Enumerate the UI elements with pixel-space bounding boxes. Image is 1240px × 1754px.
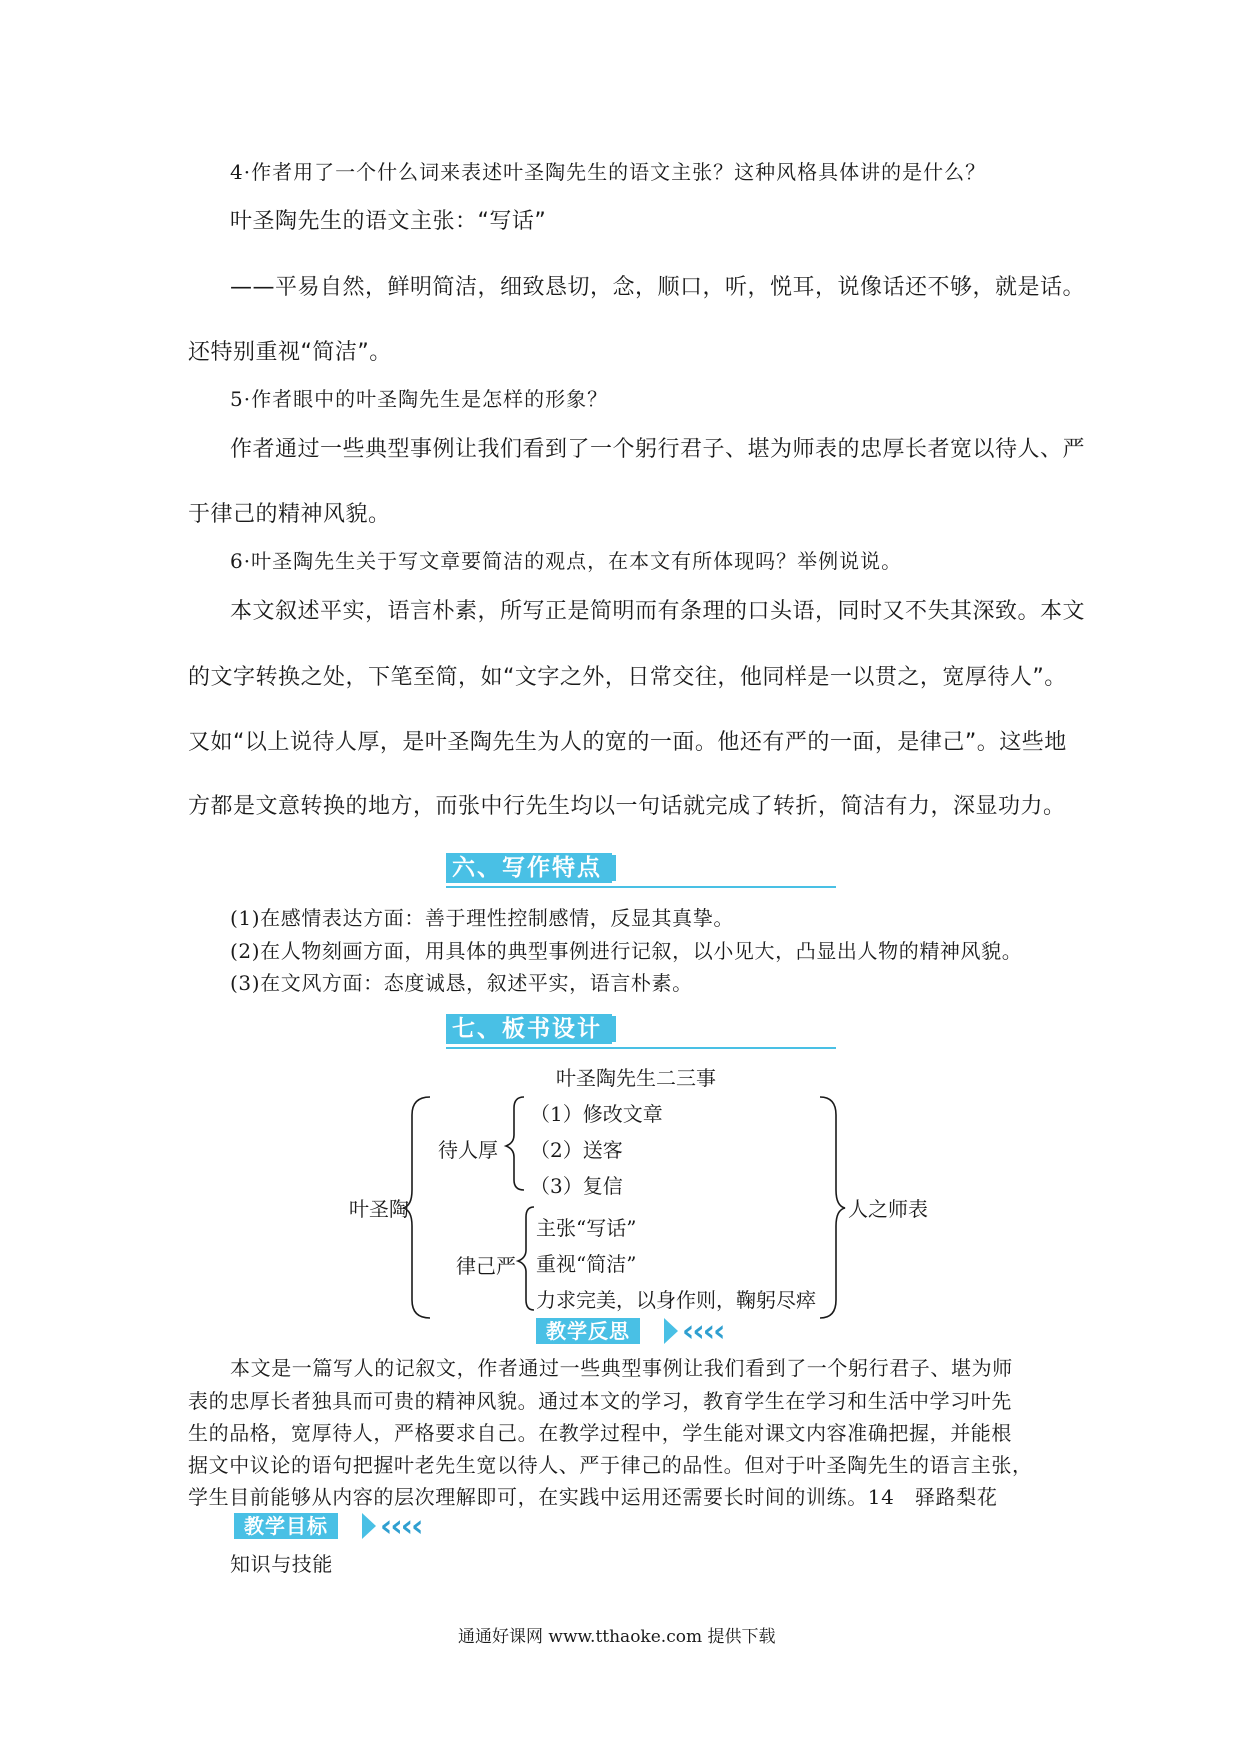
- board-group2-label: 律己严: [456, 1254, 516, 1278]
- board-group1-brace: [506, 1097, 524, 1190]
- answer-6-line-1: 本文叙述平实，语言朴素，所写正是简明而有条理的口头语，同时又不失其深致。本文: [230, 599, 1086, 624]
- answer-6-line-4: 方都是文意转换的地方，而张中行先生均以一句话就完成了转折，简洁有力，深显功力。: [188, 794, 1066, 819]
- reflection-line: 生的品格，宽厚待人，严格要求自己。在教学过程中，学生能对课文内容准确把握，并能根: [188, 1421, 1012, 1445]
- answer-4-line-2: ——平易自然，鲜明简洁，细致恳切，念，顺口，听，悦耳，说像话还不够，就是话。: [230, 275, 1086, 300]
- board-group2-brace: [518, 1207, 534, 1310]
- goals-subtitle: 知识与技能: [230, 1552, 333, 1576]
- header-arrow-tip: [664, 1318, 678, 1344]
- answer-6-line-2: 的文字转换之处，下笔至简，如“文字之外，日常交往，他同样是一以贯之，宽厚待人”。: [188, 665, 1067, 690]
- section-6-item-3: (3)在文风方面：态度诚恳，叙述平实，语言朴素。: [230, 971, 693, 995]
- board-root: 叶圣陶: [349, 1197, 409, 1221]
- question-4: 4·作者用了一个什么词来表述叶圣陶先生的语文主张？这种风格具体讲的是什么？: [230, 160, 987, 184]
- board-title: 叶圣陶先生二三事: [556, 1066, 716, 1090]
- reflection-header: [536, 1314, 776, 1349]
- reflection-title: 教学反思: [536, 1318, 640, 1344]
- answer-5-line-2: 于律己的精神风貌。: [188, 502, 391, 527]
- answer-6-line-3: 又如“以上说待人厚，是叶圣陶先生为人的宽的一面。他还有严的一面，是律己”。这些地: [188, 730, 1067, 755]
- answer-5-line-1: 作者通过一些典型事例让我们看到了一个躬行君子、堪为师表的忠厚长者宽以待人、严: [230, 437, 1086, 462]
- chevrons-left-icon: ‹‹‹‹: [380, 1509, 422, 1544]
- board-group2-item: 主张“写话”: [536, 1216, 637, 1240]
- board-group2-item: 力求完美，以身作则，鞠躬尽瘁: [536, 1288, 816, 1312]
- reflection-line: 本文是一篇写人的记叙文，作者通过一些典型事例让我们看到了一个躬行君子、堪为师: [230, 1356, 1013, 1380]
- board-group1-item: （3）复信: [530, 1174, 623, 1198]
- section-7-title: 七、板书设计: [446, 1014, 612, 1044]
- board-group2-item: 重视“简洁”: [536, 1252, 637, 1276]
- board-group1-item: （1）修改文章: [530, 1102, 663, 1126]
- board-right-label: 人之师表: [848, 1197, 928, 1221]
- goals-title: 教学目标: [234, 1513, 338, 1539]
- chevrons-left-icon: ‹‹‹‹: [682, 1314, 724, 1349]
- answer-4-line-3: 还特别重视“简洁”。: [188, 340, 392, 365]
- section-6-item-1: (1)在感情表达方面：善于理性控制感情，反显其真挚。: [230, 906, 734, 930]
- goals-header: [234, 1509, 474, 1544]
- reflection-line: 表的忠厚长者独具而可贵的精神风貌。通过本文的学习，教育学生在学习和生活中学习叶先: [188, 1389, 1012, 1413]
- board-group1-label: 待人厚: [438, 1138, 498, 1162]
- section-6-item-2: (2)在人物刻画方面，用具体的典型事例进行记叙，以小见大，凸显出人物的精神风貌。: [230, 939, 1023, 963]
- board-right-brace: [820, 1097, 845, 1318]
- question-6: 6·叶圣陶先生关于写文章要简洁的观点，在本文有所体现吗？举例说说。: [230, 549, 903, 573]
- answer-4-line-1: 叶圣陶先生的语文主张：“写话”: [230, 209, 547, 234]
- section-6-title: 六、写作特点: [446, 853, 612, 883]
- question-5: 5·作者眼中的叶圣陶先生是怎样的形象？: [230, 387, 609, 411]
- header-arrow-tip: [362, 1513, 376, 1539]
- reflection-line: 据文中议论的语句把握叶老先生宽以待人、严于律己的品性。但对于叶圣陶先生的语言主张，: [188, 1453, 1033, 1477]
- page-footer: 通通好课网 www.tthaoke.com 提供下载: [458, 1627, 776, 1647]
- reflection-line: 学生目前能够从内容的层次理解即可，在实践中运用还需要长时间的训练。14 驿路梨花: [188, 1485, 998, 1509]
- board-group1-item: （2）送客: [530, 1138, 623, 1162]
